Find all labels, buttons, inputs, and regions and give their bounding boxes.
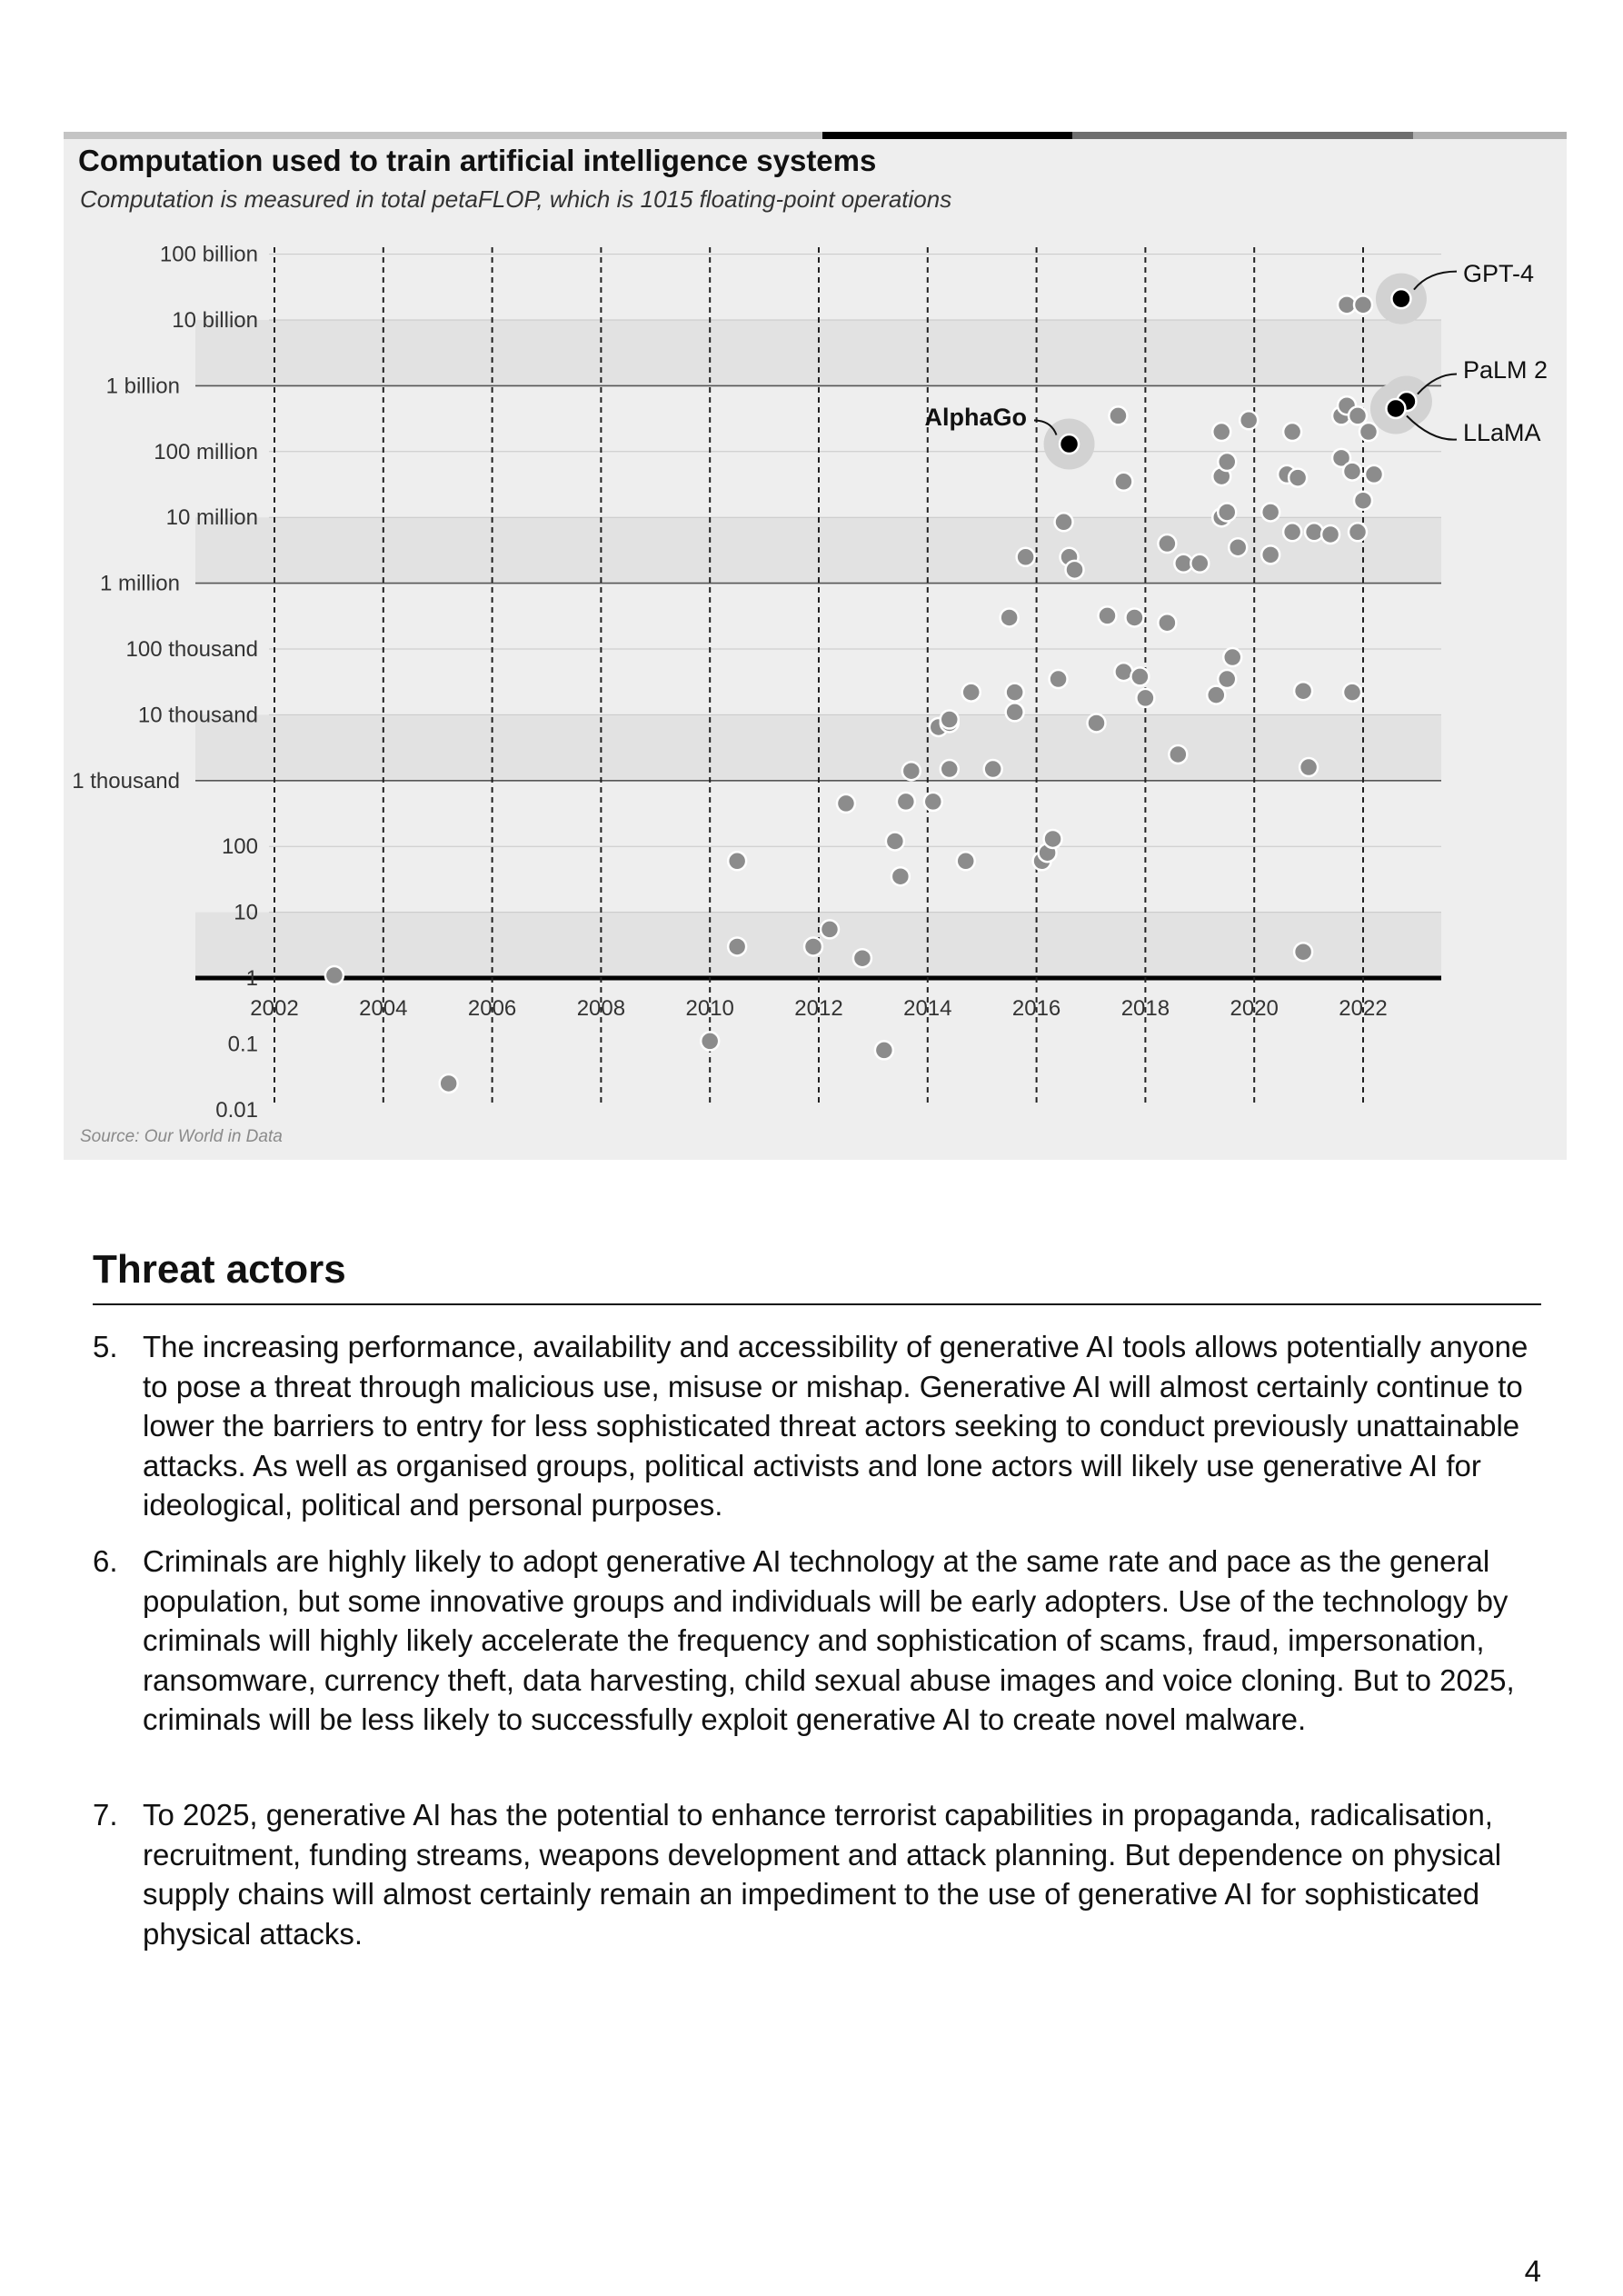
y-tick-label: 100 million [154,439,258,464]
data-point [1006,684,1024,702]
data-point [1261,545,1279,564]
y-tick-label: 100 thousand [125,637,258,662]
data-point [1343,463,1361,481]
data-point [1305,523,1323,541]
data-point [1050,670,1068,688]
data-point [1283,523,1301,541]
data-point [1055,513,1073,531]
data-point [1218,503,1236,521]
data-point [1125,608,1143,626]
data-point [1114,473,1132,491]
list-item-text: The increasing performance, availability and accessibility of generative AI tools allows potentially anyone to pose a threat through malicious use, misuse or mishap. Generative AI will almost certainly continue to lower the barriers to entry for less sophisticated threat actors seeking to conduct previously unattainable attacks. As well as organised groups, political activists and lone actors will likely use generative AI for ideological, political and personal purposes. [143,1330,1528,1522]
x-tick-label: 2010 [685,996,734,1021]
list-item-number: 7. [93,1798,118,1832]
data-point [924,793,942,811]
y-tick-label: 1 billion [105,374,180,399]
data-point [1229,538,1247,556]
data-point [957,852,975,870]
data-point [837,794,855,813]
data-point [1130,667,1149,685]
list-item-number: 5. [93,1330,118,1363]
x-tick-label: 2004 [359,996,408,1021]
data-point [1294,943,1312,961]
callout-label: AlphaGo [924,404,1027,431]
data-point [1359,423,1378,441]
data-point [1354,492,1372,510]
data-point [1006,703,1024,721]
list-item [93,1327,1547,1525]
data-point [941,711,959,729]
data-point [821,920,839,938]
data-point [1365,465,1383,484]
x-axis-ticks [250,996,1387,1021]
data-point [1289,469,1307,487]
chart-title: Computation used to train artificial intelligence systems [78,144,877,177]
data-point [440,1074,458,1093]
data-point [853,949,871,967]
highlighted-point [1386,399,1405,418]
data-point [1218,670,1236,688]
data-point [941,760,959,778]
data-point [962,684,981,702]
chart-subtitle: Computation is measured in total petaFLOP, which is 1015 floating-point operations [80,185,952,213]
chart-source: Source: Our World in Data [80,1127,283,1146]
data-point [701,1032,719,1050]
x-tick-label: 2012 [794,996,843,1021]
data-point [902,762,921,780]
y-tick-label: 100 billion [159,242,258,267]
x-tick-label: 2016 [1011,996,1061,1021]
data-point [1066,561,1084,579]
y-tick-label: 1 [245,966,258,991]
data-point [1158,614,1176,632]
data-point [728,937,746,955]
data-point [1349,523,1367,541]
x-tick-label: 2002 [250,996,299,1021]
data-point [1299,758,1318,776]
page-number: 4 [1524,2254,1541,2288]
x-tick-label: 2008 [576,996,626,1021]
list-item [93,1795,1547,1953]
y-tick-label: 10 billion [172,308,258,333]
callout-label: PaLM 2 [1463,356,1548,384]
callout-label: GPT-4 [1463,260,1535,287]
data-point [1212,423,1230,441]
y-tick-label: 0.01 [215,1097,258,1123]
data-point [891,867,910,885]
data-point [1294,682,1312,700]
y-tick-label: 0.1 [227,1032,258,1057]
y-tick-label: 10 million [165,505,258,531]
x-tick-label: 2022 [1339,996,1388,1021]
data-point [325,966,344,984]
data-point [1343,684,1361,702]
data-point [1017,548,1035,566]
data-point [1109,406,1127,424]
data-point [1261,503,1279,521]
data-point [1283,423,1301,441]
x-tick-label: 2018 [1120,996,1170,1021]
data-point [1087,714,1105,732]
data-point [1321,525,1339,544]
y-tick-label: 10 thousand [137,703,258,728]
x-tick-label: 2006 [467,996,517,1021]
data-point [1354,295,1372,314]
data-point [1001,608,1019,626]
y-tick-label: 10 [234,900,258,925]
list-item-text: Criminals are highly likely to adopt generative AI technology at the same rate and pace as the general population, but some innovative groups and individuals will be early adopters. Use of the technology by criminals will highly likely accelerate the frequency and sophistication of scams, fraud, impersonation, ransomware, currency theft, data harvesting, child sexual abuse images and voice cloning. But to 2025, criminals will be less likely to successfully exploit generative AI to create novel malware. [143,1544,1515,1737]
list-item-number: 6. [93,1544,118,1578]
highlighted-point [1391,289,1410,308]
y-tick-label: 1 million [99,571,180,596]
list-item-text: To 2025, generative AI has the potential to enhance terrorist capabilities in propaganda, radicalisation, recruitment, funding streams, weapons development and attack planning. But dependence on physical supply chains will almost certainly remain an impediment to the use of generative AI for sophisticated physical attacks. [143,1798,1502,1951]
callout-label: LLaMA [1463,419,1541,446]
data-point [1207,686,1225,704]
data-point [1098,606,1116,624]
data-point [1190,554,1209,573]
section-divider [93,1303,1541,1305]
x-tick-label: 2020 [1230,996,1279,1021]
x-tick-label: 2014 [903,996,952,1021]
data-point [1240,411,1258,429]
data-point [897,793,915,811]
data-point [728,852,746,870]
data-point [1158,534,1176,553]
data-point [1349,406,1367,424]
data-point [1136,689,1154,707]
y-tick-label: 100 [221,834,258,860]
list-item [93,1542,1547,1740]
data-point [1044,830,1062,848]
data-point [886,832,904,850]
data-point [804,937,822,955]
data-point [1169,745,1187,764]
section-heading: Threat actors [93,1247,346,1292]
y-tick-label: 1 thousand [72,768,180,794]
data-point [875,1041,893,1059]
data-point [984,760,1002,778]
data-point [1218,453,1236,471]
data-point [1223,648,1241,666]
highlighted-point [1060,434,1079,454]
